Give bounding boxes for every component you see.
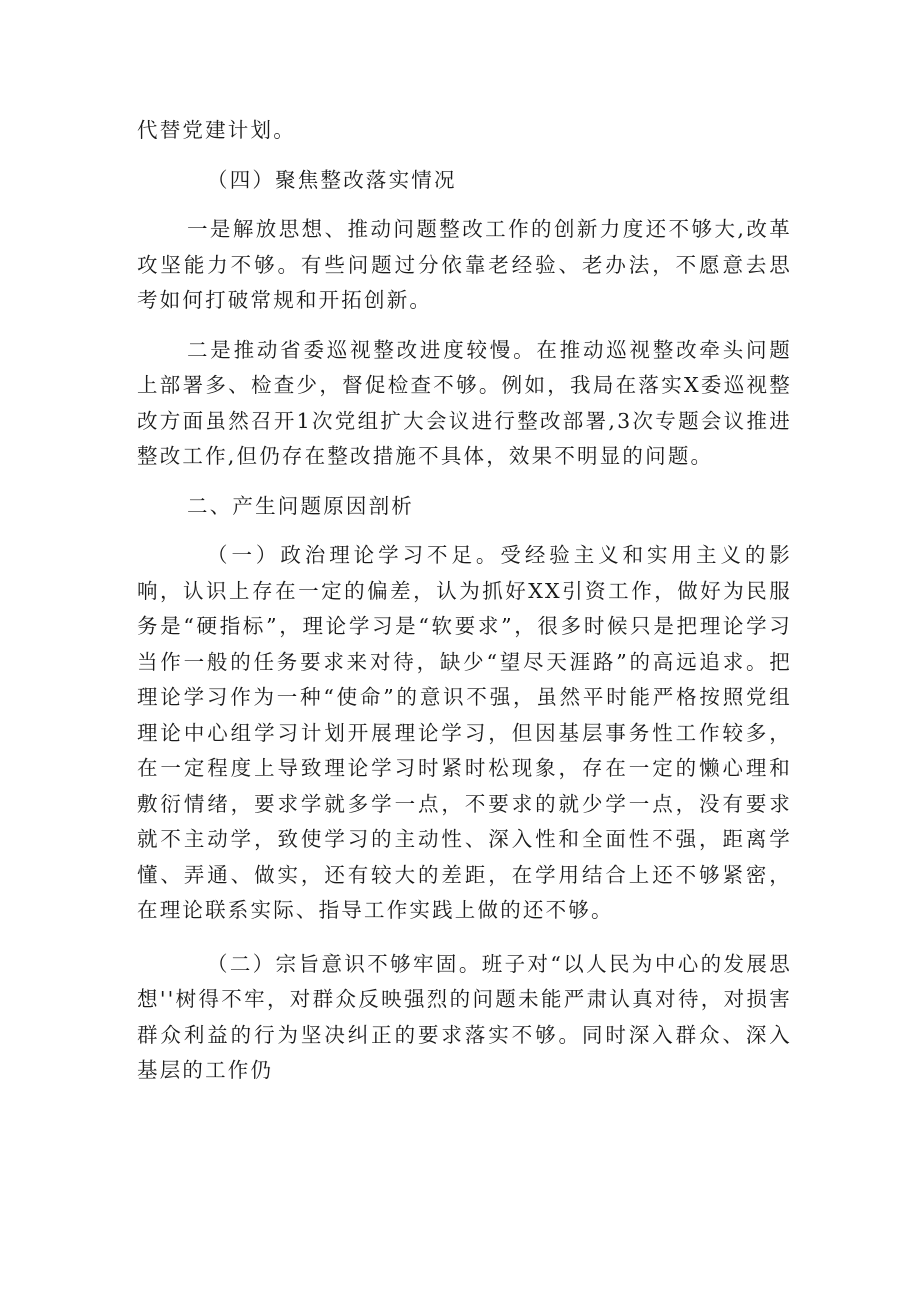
paragraph-cause-one: （一）政治理论学习不足。受经验主义和实用主义的影响，认识上存在一定的偏差，认为抓好XX引资工作，做好为民服务是“硬指标”，理论学习是“软要求”，很多时候只是把理论学习当作一般的任务要求来对待，缺少“望尽天涯路”的高远追求。把理论学习作为一种“使命”的意识不强，虽然平时能严格按照党组理论中心组学习计划开展理论学习，但因基层事务性工作较多，在一定程度上导致理论学习时紧时松现象，存在一定的懒心理和敷衍情绪，要求学就多学一点，不要求的就少学一点，没有要求就不主动学，致使学习的主动性、深入性和全面性不强，距离学懂、弄通、做实，还有较大的差距，在学用结合上还不够紧密，在理论联系实际、指导工作实践上做的还不够。	[137, 543, 792, 922]
section-heading-four: （四）聚焦整改落实情况	[207, 167, 457, 192]
paragraph-cause-two: （二）宗旨意识不够牢固。班子对“以人民为中心的发展思想''树得不牢，对群众反映强烈的问题未能严肃认真对待，对损害群众利益的行为坚决纠正的要求落实不够。同时深入群众、深入基层的工作仍	[137, 951, 792, 1082]
paragraph-point-one: 一是解放思想、推动问题整改工作的创新力度还不够大,改革攻坚能力不够。有些问题过分依靠老经验、老办法，不愿意去思考如何打破常规和开拓创新。	[137, 217, 792, 312]
paragraph-point-two: 二是推动省委巡视整改进度较慢。在推动巡视整改牵头问题上部署多、检查少，督促检查不够。例如，我局在落实X委巡视整改方面虽然召开1次党组扩大会议进行整改部署,3次专题会议推进整改工作,但仍存在整改措施不具体，效果不明显的问题。	[137, 337, 792, 468]
section-heading-causes: 二、产生问题原因剖析	[187, 493, 414, 518]
paragraph-continuation: 代替党建计划。	[137, 118, 296, 142]
